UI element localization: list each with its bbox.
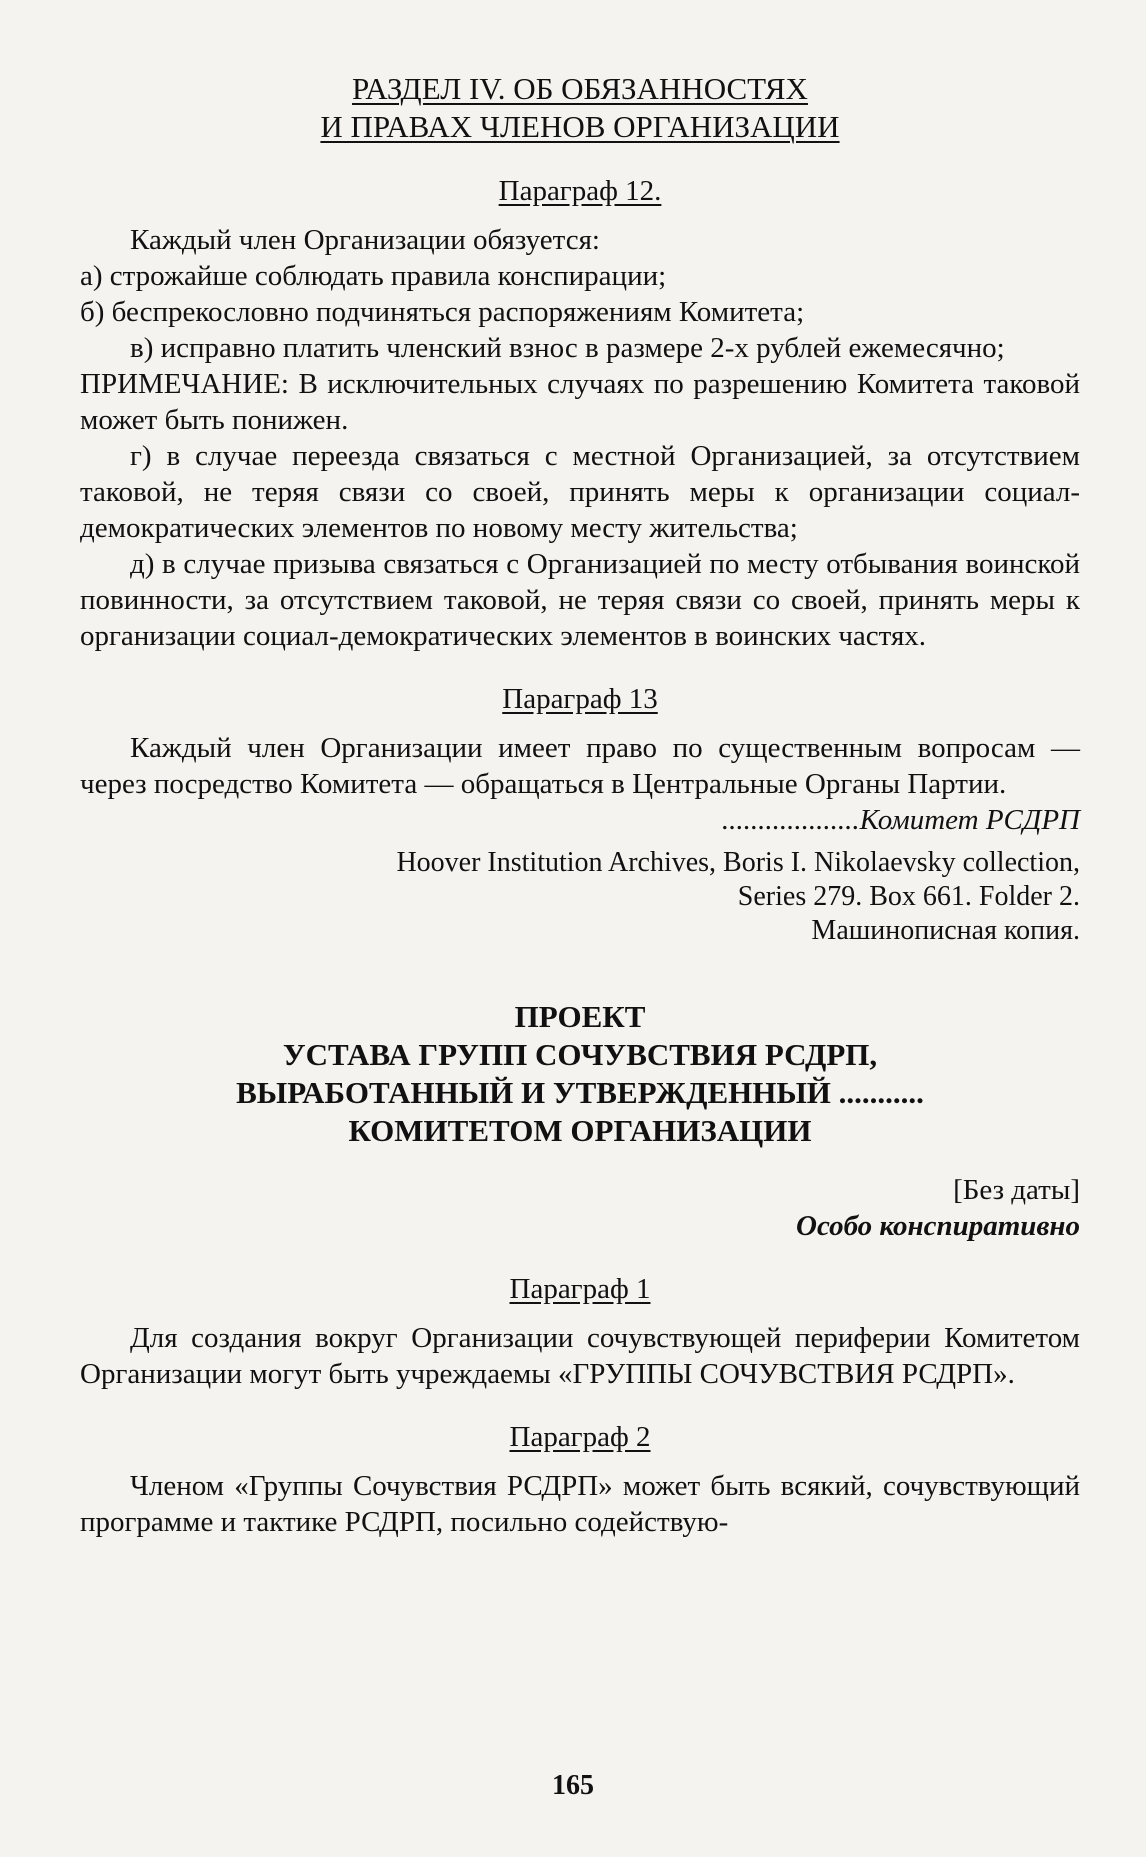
paragraph-12-note: ПРИМЕЧАНИЕ: В исключительных случаях по разрешению Комитета таковой может быть понижен. [80, 368, 1080, 436]
paragraph-12-item-b: б) беспрекословно подчиняться распоряжениям Комитета; [80, 296, 805, 328]
paragraph-2-title: Параграф 2 [509, 1421, 651, 1453]
project-title-line3: ВЫРАБОТАННЫЙ И УТВЕРЖДЕННЫЙ ........... [236, 1075, 924, 1110]
paragraph-12-intro: Каждый член Организации обязуется: [130, 224, 600, 256]
signature: Комитет РСДРП [859, 804, 1080, 836]
document-page [80, 70, 1080, 1540]
paragraph-12-item-g: г) в случае переезда связаться с местной Организацией, за отсутствием таковой, не теряя связи со своей, принять меры к организации социал-демократических элементов по новому месту жительства; [80, 440, 1080, 544]
paragraph-13-title: Параграф 13 [502, 683, 658, 715]
section-title-line1: РАЗДЕЛ IV. ОБ ОБЯЗАННОСТЯХ [352, 71, 808, 106]
page-number: 165 [552, 1770, 594, 1801]
paragraph-12-item-d: д) в случае призыва связаться с Организацией по месту отбывания воинской повинности, за отсутствием таковой, не теряя связи со своей, принять меры к организации социал-демократических элементов в воинских частях. [80, 548, 1080, 652]
signature-line [80, 802, 1080, 838]
signature-dots: ................... [721, 804, 860, 836]
paragraph-12-title: Параграф 12. [498, 175, 662, 207]
project-title-line2: УСТАВА ГРУПП СОЧУВСТВИЯ РСДРП, [282, 1037, 878, 1072]
paragraph-1-title: Параграф 1 [509, 1273, 651, 1305]
paragraph-12-item-a: а) строжайше соблюдать правила конспирации; [80, 260, 667, 292]
project-title-line4: КОМИТЕТОМ ОРГАНИЗАЦИИ [348, 1113, 812, 1148]
source-line1: Hoover Institution Archives, Boris I. Nikolaevsky collection, [396, 847, 1080, 878]
paragraph-13-text: Каждый член Организации имеет право по существенным вопросам — через посредство Комитета — обращаться в Центральные Органы Партии. [80, 732, 1080, 800]
source-line3: Машинописная копия. [811, 915, 1080, 946]
section-title-line2: И ПРАВАХ ЧЛЕНОВ ОРГАНИЗАЦИИ [320, 109, 840, 144]
project-date: [Без даты] [953, 1174, 1080, 1206]
project-title-line1: ПРОЕКТ [514, 999, 646, 1034]
paragraph-2-text: Членом «Группы Сочувствия РСДРП» может быть всякий, сочувствующий программе и тактике РСДРП, посильно содействую- [80, 1470, 1080, 1538]
paragraph-1-text: Для создания вокруг Организации сочувствующей периферии Комитетом Организации могут быть учреждаемы «ГРУППЫ СОЧУВСТВИЯ РСДРП». [80, 1322, 1080, 1390]
source-line2: Series 279. Box 661. Folder 2. [737, 881, 1080, 912]
secrecy-label: Особо конспиративно [796, 1210, 1080, 1242]
paragraph-12-item-v: в) исправно платить членский взнос в размере 2-х рублей ежемесячно; [130, 332, 1005, 364]
